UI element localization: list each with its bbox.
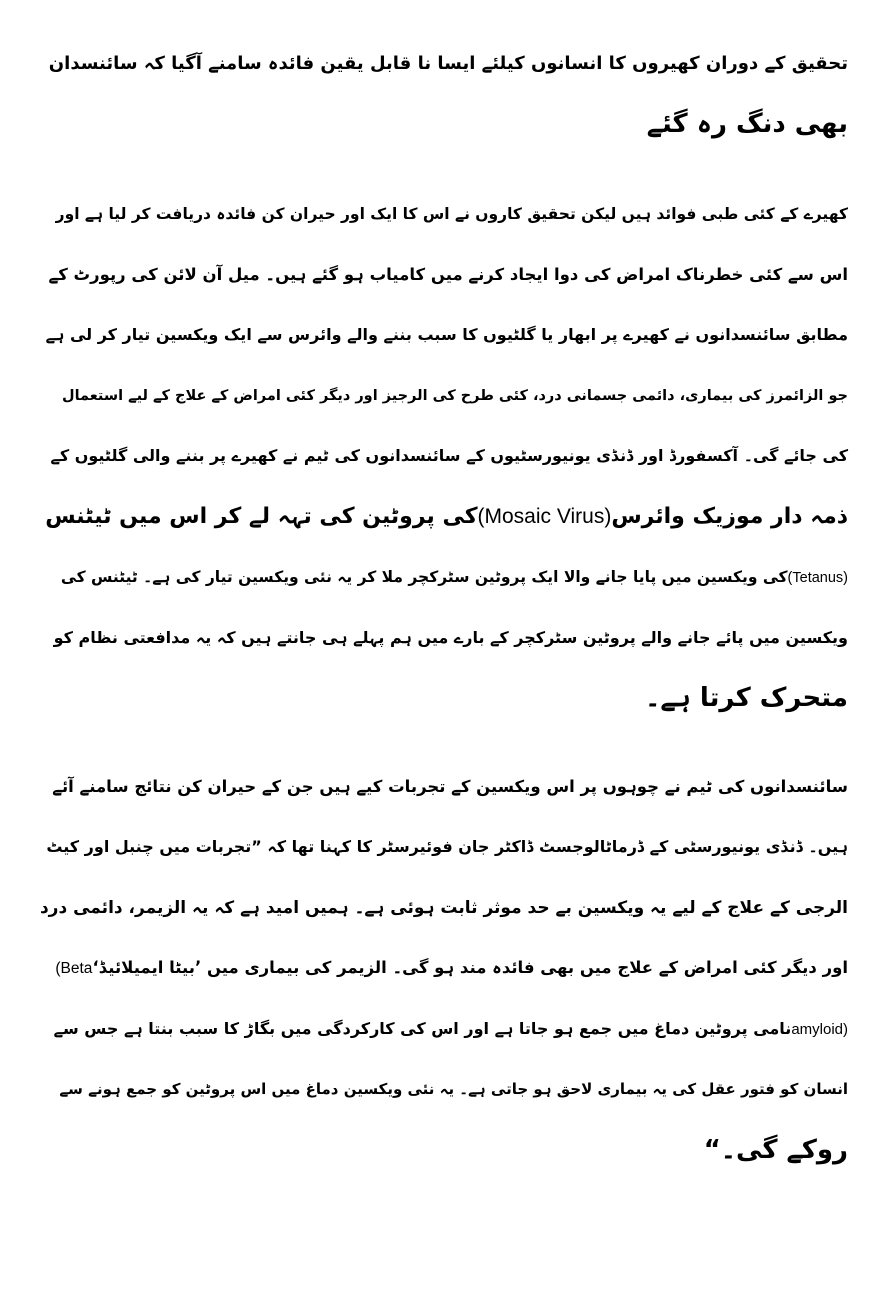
paragraph-line: ویکسین میں پائے جانے والے پروٹین سٹرکچر کے بارے میں ہم پہلے ہی جانتے ہیں کہ یہ مدافعتی نظام کو — [53, 627, 848, 647]
title-line: تحقیق کے دوران کھیروں کا انسانوں کیلئے ایسا نا قابل یقین فائدہ سامنے آگیا کہ سائنسدان — [48, 53, 848, 74]
spacer — [36, 729, 848, 757]
paragraph-line: روکے گی۔“ — [703, 1134, 848, 1165]
english-term: (Mosaic Virus) — [477, 504, 612, 528]
english-term: (Tetanus) — [787, 570, 848, 586]
paragraph-line: کی جائے گی۔ آکسفورڈ اور ڈنڈی یونیورسٹیوں کے سائنسدانوں کی ٹیم نے کھیرے پر بننے والی گلٹیوں کے — [50, 446, 848, 465]
paragraph-line: مطابق سائنسدانوں نے کھیرے پر ابھار یا گلٹیوں کا سبب بننے والے وائرس سے ایک ویکسین تیار کر لی ہے — [45, 325, 848, 344]
article-title — [36, 34, 848, 154]
paragraph-line: ہیں۔ ڈنڈی یونیورسٹی کے ڈرماٹالوجسٹ ڈاکٹر جان فوئیرسٹر کا کہنا تھا کہ ”تجربات میں چنبل اور کیٹ — [46, 837, 848, 856]
paragraph-line: جو الزائمرز کی بیماری، دائمی جسمانی درد، کئی طرح کی الرجیز اور دیگر کئی امراض کے علاج کے لیے استعمال — [61, 387, 848, 404]
paragraph-line: سائنسدانوں کی ٹیم نے چوہوں پر اس ویکسین کے تجربات کیے ہیں جن کے حیران کن نتائج سامنے آئے — [52, 776, 848, 796]
paragraph-line: اس سے کئی خطرناک امراض کی دوا ایجاد کرنے میں کامیاب ہو گئے ہیں۔ میل آن لائن کی رپورٹ کے — [48, 264, 848, 284]
article — [36, 34, 848, 1180]
line-text: کی ویکسین میں پایا جانے والا ایک پروٹین سٹرکچر ملا کر یہ نئی ویکسین تیار کی ہے۔ ٹیٹنس کی — [60, 568, 788, 586]
paragraph-line — [36, 547, 848, 608]
line-text: نامی پروٹین دماغ میں جمع ہو جاتا ہے اور اس کی کارکردگی میں بگاڑ کا سبب بنتا ہے جس سے — [53, 1018, 792, 1038]
paragraph-line: انسان کو فتور عقل کی یہ بیماری لاحق ہو جاتی ہے۔ یہ نئی ویکسین دماغ میں اس پروٹین کو جمع ہونے سے — [59, 1080, 848, 1098]
english-term: (Beta — [55, 960, 93, 977]
paragraph-line: الرجی کے علاج کے لیے یہ ویکسین بے حد موثر ثابت ہوئی ہے۔ ہمیں امید ہے کہ یہ الزیمر، دائمی درد — [39, 897, 848, 918]
line-text: اور دیگر کئی امراض کے علاج میں بھی فائدہ مند ہو گی۔ الزیمر کی بیماری میں ’بیٹا ایمیلائیڈ‘ — [92, 958, 848, 977]
paragraph-2 — [36, 757, 848, 1181]
paragraph-1 — [36, 184, 848, 729]
paragraph-line — [36, 487, 848, 548]
title-line: بھی دنگ رہ گئے — [646, 109, 848, 139]
spacer — [36, 154, 848, 184]
paragraph-line — [36, 938, 848, 999]
line-text: کی پروٹین کی تہہ لے کر اس میں ٹیٹنس — [45, 503, 478, 529]
english-term: amyloid) — [791, 1020, 848, 1038]
paragraph-line: کھیرے کے کئی طبی فوائد ہیں لیکن تحقیق کاروں نے اس کا ایک اور حیران کن فائدہ دریافت کر لیا ہے اور — [55, 205, 848, 223]
line-text: ذمہ دار موزیک وائرس — [611, 503, 848, 529]
paragraph-line — [36, 999, 848, 1060]
paragraph-line: متحرک کرتا ہے۔ — [645, 683, 848, 713]
